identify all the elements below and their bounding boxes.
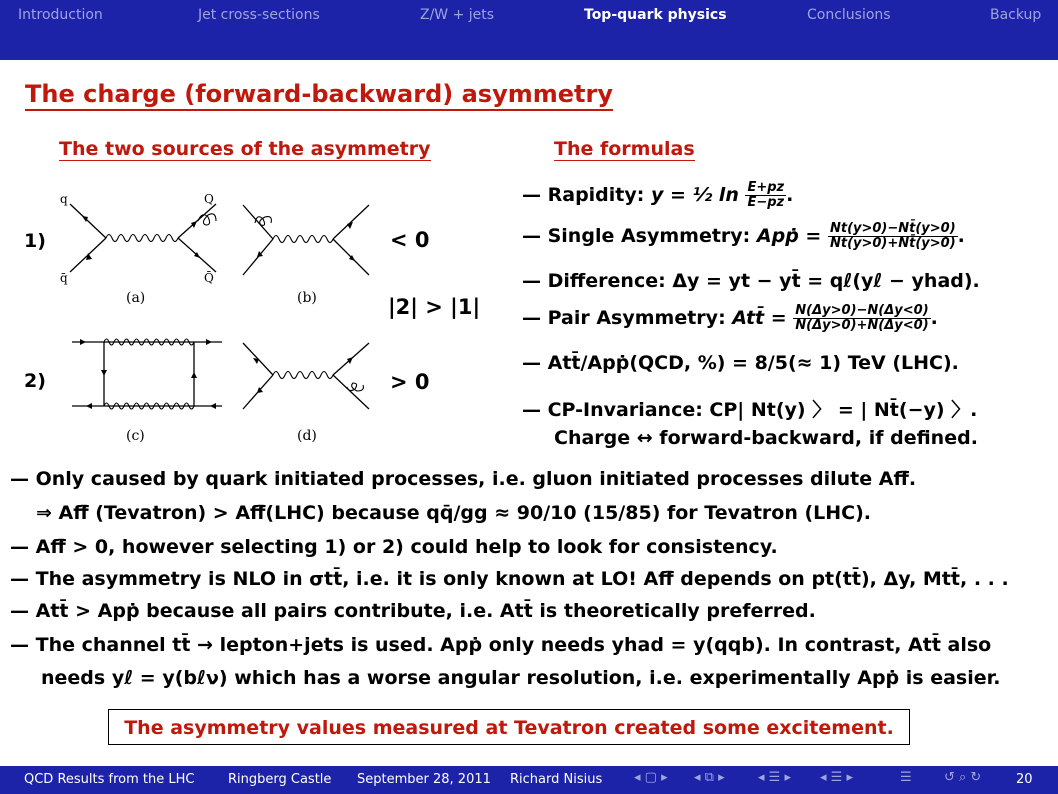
nav-frame-icon[interactable]: ◂ ▢ ▸ (634, 770, 668, 785)
row-label-2: 2) (24, 370, 46, 392)
footer-date: September 28, 2011 (357, 772, 491, 787)
formula-charge: Charge ↔ forward-backward, if defined. (554, 427, 978, 449)
rapidity-label: — Rapidity: (522, 184, 645, 206)
relation-ratio: |2| > |1| (388, 295, 481, 319)
pair-label: — Pair Asymmetry: (522, 307, 726, 329)
bullet-3: — Aff̄ > 0, however selecting 1) or 2) could help to look for consistency. (10, 536, 778, 558)
left-column-heading: The two sources of the asymmetry (59, 138, 431, 160)
bullet-5: — Att̄ > Apṗ because all pairs contribute, i.e. Att̄ is theoretically preferred. (10, 600, 816, 622)
rapidity-numerator: E+pz (747, 180, 785, 195)
highlight-box: The asymmetry values measured at Tevatron created some excitement. (108, 709, 910, 745)
pair-expr: Att̄ = (732, 307, 787, 329)
top-navigation-bar (0, 0, 1058, 60)
formula-cp-invariance: — CP-Invariance: CP| Nt(y) 〉 = | Nt̄(−y) 〉. (522, 399, 978, 421)
feynman-diagram-d (235, 333, 385, 418)
feynman-diagram-c (62, 330, 232, 420)
nav-section-icon[interactable]: ◂ ☰ ▸ (758, 770, 791, 785)
nav-item-top-quark-physics[interactable]: Top-quark physics (584, 7, 727, 23)
formula-ratio: — Att̄/Apṗ(QCD, %) = 8/5(≈ 1) TeV (LHC). (522, 352, 959, 374)
nav-item-zw-jets[interactable]: Z/W + jets (420, 7, 495, 23)
nav-item-introduction[interactable]: Introduction (18, 7, 103, 23)
single-numerator: Nt(y>0)−Nt̄(y>0) (829, 221, 956, 236)
single-label: — Single Asymmetry: (522, 225, 751, 247)
caption-b: (b) (297, 290, 317, 306)
nav-item-conclusions[interactable]: Conclusions (807, 7, 891, 23)
footer-bar (0, 766, 1058, 794)
bullet-7: needs yℓ = y(bℓν) which has a worse angular resolution, i.e. experimentally Apṗ is easier. (41, 667, 1001, 689)
feynman-diagram-b (235, 195, 385, 280)
bullet-1: — Only caused by quark initiated processes, i.e. gluon initiated processes dilute Aff̄. (10, 468, 917, 490)
caption-c: (c) (126, 428, 145, 444)
bullet-4: — The asymmetry is NLO in σtt̄, i.e. it is only known at LO! Aff̄ depends on pt(tt̄), Δy, Mtt̄, . . . (10, 568, 1009, 590)
formula-difference: — Difference: Δy = yt − yt̄ = qℓ(yℓ − yhad). (522, 270, 980, 292)
row-label-1: 1) (24, 230, 46, 252)
single-denominator: Nt(y>0)+Nt̄(y>0) (829, 236, 956, 251)
single-fraction (828, 222, 958, 251)
formula-pair-asymmetry: — Pair Asymmetry: Att̄ = $\frac{N(\Delta y>0)-N(\Delta y<0)}{N(\Delta y>0)+N(\Delta y<0)}$ . (522, 303, 938, 333)
relation-row1: < 0 (390, 228, 430, 252)
pair-fraction (793, 304, 930, 333)
label-q: q (60, 192, 68, 206)
footer-page-number: 20 (1016, 772, 1033, 787)
feynman-diagram-a (58, 190, 228, 285)
right-column-heading: The formulas (554, 138, 695, 160)
footer-venue: Ringberg Castle (228, 772, 332, 787)
label-qbar: q̄ (60, 271, 68, 285)
pair-numerator: N(Δy>0)−N(Δy<0) (795, 303, 929, 318)
caption-a: (a) (126, 290, 146, 306)
caption-d: (d) (297, 428, 317, 444)
bullet-6: — The channel tt̄ → lepton+jets is used. Apṗ only needs yhad = y(qqb). In contrast, Att̄ also (10, 634, 992, 656)
formula-rapidity: — Rapidity: y = ½ ln $\frac{E+pz}{E-pz}$ . (522, 180, 794, 210)
footer-author: Richard Nisius (510, 772, 603, 787)
slide-title: The charge (forward-backward) asymmetry (25, 80, 613, 111)
nav-document-icon[interactable]: ◂ ☰ ▸ (820, 770, 853, 785)
nav-item-backup[interactable]: Backup (990, 7, 1042, 23)
formula-single-asymmetry: — Single Asymmetry: Apṗ = $\frac{Nt(y>0)-Nt̄(y>0)}{Nt(y>0)+Nt̄(y>0)}$ . (522, 221, 965, 251)
nav-search-icon[interactable]: ↺ ⌕ ↻ (944, 770, 982, 785)
label-Q: Q (204, 192, 214, 206)
nav-item-jet-cross-sections[interactable]: Jet cross-sections (198, 7, 320, 23)
single-expr: Apṗ = (756, 225, 822, 247)
rapidity-denominator: E−pz (747, 195, 785, 210)
footer-talk-title: QCD Results from the LHC (24, 772, 195, 787)
relation-row2: > 0 (390, 370, 430, 394)
pair-denominator: N(Δy>0)+N(Δy<0) (795, 318, 929, 333)
rapidity-expr: y = ½ ln (650, 184, 739, 206)
rapidity-fraction (745, 181, 786, 210)
nav-subsection-icon[interactable]: ◂ ⧉ ▸ (694, 770, 725, 785)
nav-toc-icon[interactable]: ☰ (900, 770, 912, 785)
label-Qbar: Q̄ (204, 271, 214, 285)
bullet-2: ⇒ Aff̄ (Tevatron) > Aff̄(LHC) because qq̄/gg ≈ 90/10 (15/85) for Tevatron (LHC). (36, 502, 872, 524)
